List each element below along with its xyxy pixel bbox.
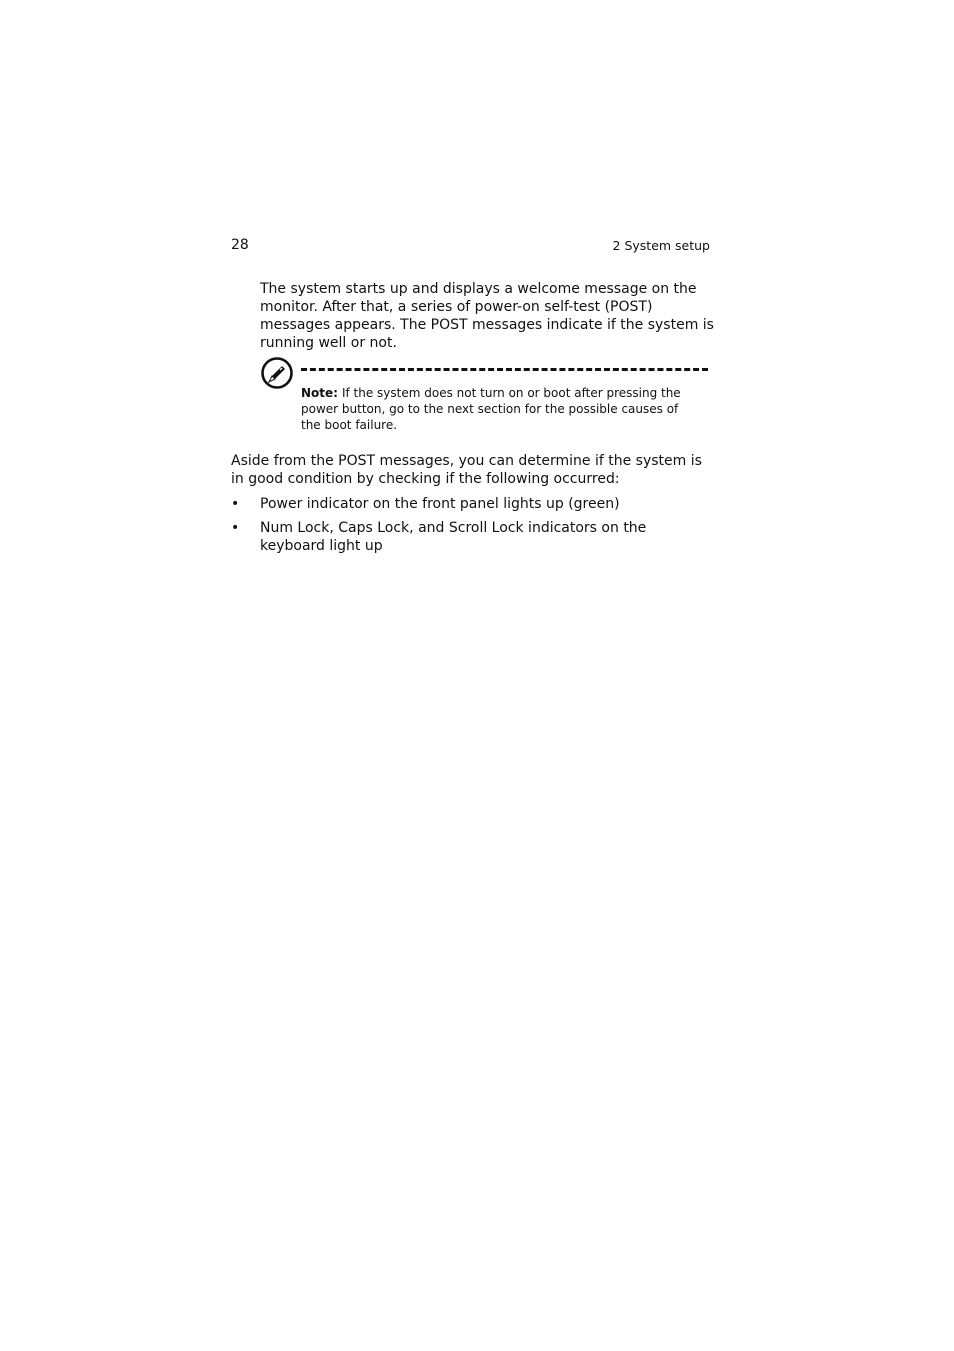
bullet-mark: • xyxy=(231,520,240,536)
list-item xyxy=(231,495,711,513)
page-number: 28 xyxy=(231,237,249,253)
list-item-text: Power indicator on the front panel lights up (green) xyxy=(260,496,620,512)
note-label: Note: xyxy=(301,386,338,400)
bullet-mark: • xyxy=(231,496,240,512)
intro-paragraph: The system starts up and displays a welcome message on the monitor. After that, a series of power-on self-test (POST) messages appears. The POST messages indicate if the system is running well or not. xyxy=(260,281,714,351)
note-divider xyxy=(301,368,708,371)
indicator-list xyxy=(231,495,711,561)
chapter-title: 2 System setup xyxy=(612,238,710,253)
note-body: If the system does not turn on or boot after pressing the power button, go to the next section for the possible causes of the boot failure. xyxy=(301,386,681,432)
list-item xyxy=(231,519,711,555)
body-paragraph: Aside from the POST messages, you can determine if the system is in good condition by checking if the following occurred: xyxy=(231,453,702,487)
list-item-text: Num Lock, Caps Lock, and Scroll Lock indicators on the keyboard light up xyxy=(260,520,647,554)
note-text xyxy=(301,385,701,433)
note-pen-icon xyxy=(260,356,294,390)
